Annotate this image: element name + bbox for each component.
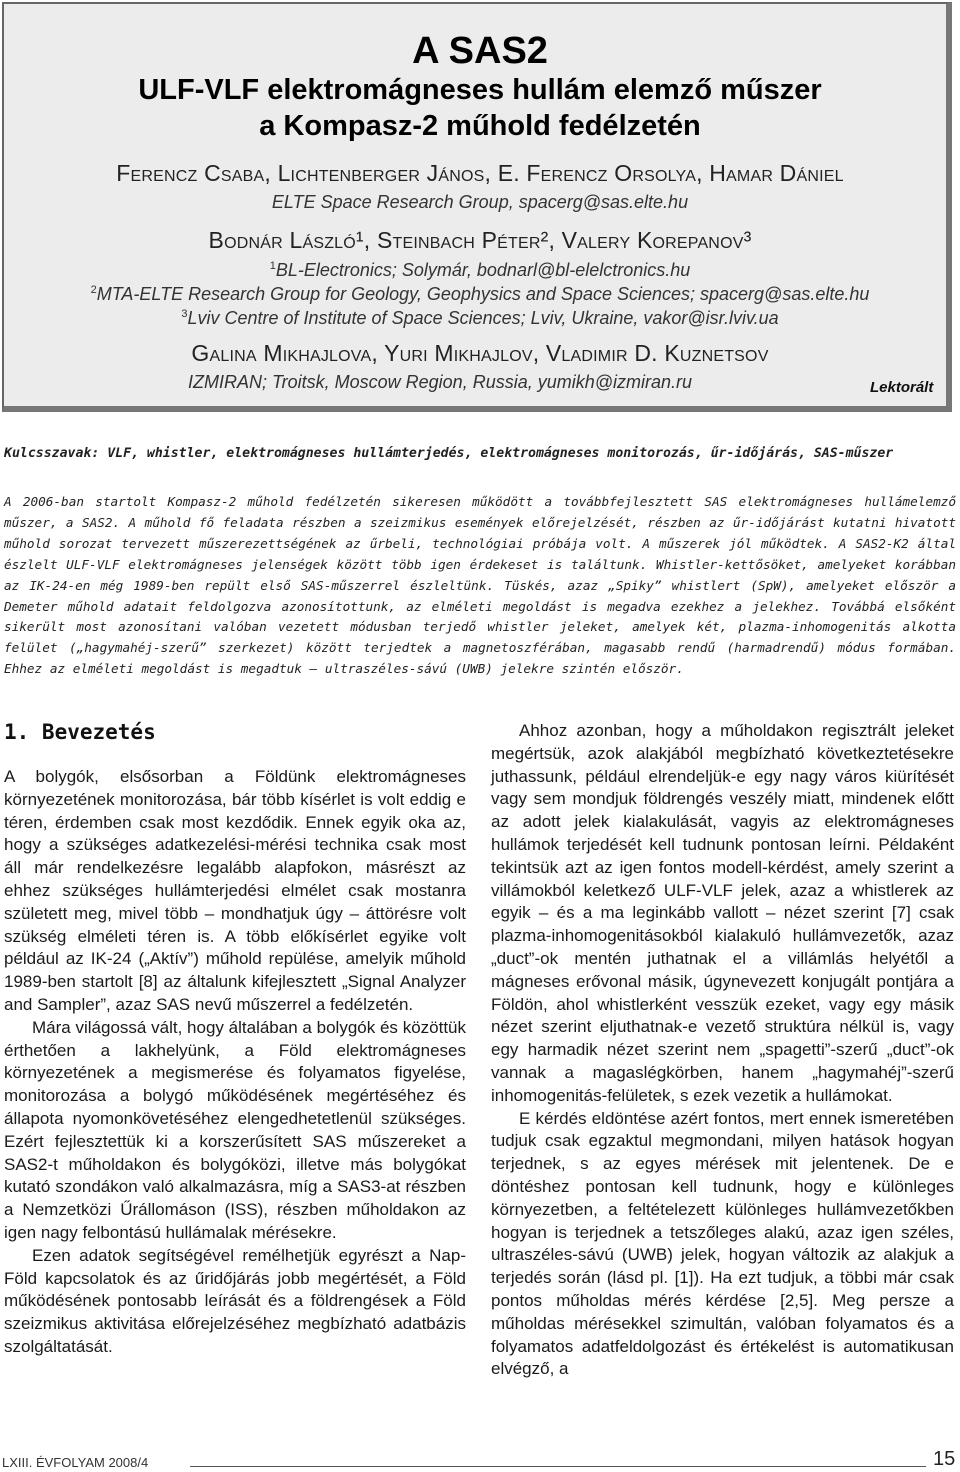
affiliation-text: MTA-ELTE Research Group for Geology, Geophysics and Space Sciences; spacerg@sas.elte.hu (96, 284, 870, 304)
authors-group-3: Galina Mikhajlova, Yuri Mikhajlov, Vladimir D. Kuznetsov (191, 340, 769, 366)
affiliation-text: BL-Electronics; Solymár, bodnarl@bl-elelctronics.hu (275, 260, 691, 280)
paragraph: Mára világossá vált, hogy általában a bolygók és közöttük érthetően a lakhelyünk, a Föld elektromágneses környezetének a megismerése és folyamatos figyelése, monitorozása a bolygó működésének megértéséhez és állapota nyomonkövetéséhez elengedhetetlenül szükséges. Ezért fejlesztettük ki a korszerűsített SAS műszereket a SAS2-t műholdakon és bolygóközi, illetve más bolygókat kutató szondákon való alkalmazásra, míg a SAS3-at részben a Nemzetközi Űrállomáson (ISS), részben műholdakon az igen nagy felbontású hullámalak mérésekre. (4, 1017, 466, 1242)
title-line-1: A SAS2 (412, 30, 548, 72)
affiliation-2-2 (0, 284, 960, 305)
authors-group-1: Ferencz Csaba, Lichtenberger János, E. Ferencz Orsolya, Hamar Dániel (116, 160, 844, 186)
page-number: 15 (933, 1448, 956, 1470)
paragraph: E kérdés eldöntése azért fontos, mert ennek ismeretében tudjuk csak egzaktul megmondani, milyen hatások hogyan terjednek, s az egyes mérések mit jelentenek. De e döntéshez pontosan kell tudnunk, hogy e különleges környezetben, a feltételezett különleges hullámvezetőkben hogyan is terjednek a tetszőleges alakú, azaz igen széles, ultraszéles-sávú (UWB) jelek, hogyan változik az alakjuk a terjedés során (lásd pl. [1]). Ha ezt tudjuk, a többi már csak pontos műholdas mérés kérdése [2,5]. Meg persze a műholdas mérésekkel szimultán, valóban folyamatos és a folyamatos adatfeldolgozást és értékelést is automatikusan elvégző, a (491, 1108, 954, 1379)
affiliation-sup: 2 (90, 284, 97, 296)
right-column (491, 720, 954, 1381)
journal-issue: LXIII. ÉVFOLYAM 2008/4 (2, 1455, 149, 1470)
affiliation-sup: 3 (181, 308, 188, 320)
affiliation-2-3 (0, 308, 960, 329)
keywords: Kulcsszavak: VLF, whistler, elektromágneses hullámterjedés, elektromágneses monitorozás, űr-időjárás, SAS-műszer (4, 446, 894, 461)
section-title: 1. Bevezetés (4, 720, 156, 744)
left-column (4, 766, 466, 1359)
reviewed-label: Lektorált (870, 379, 934, 396)
footer-divider (190, 1466, 926, 1467)
title-line-2: ULF-VLF elektromágneses hullám elemző műszer (138, 74, 822, 106)
title-line-3: a Kompasz-2 műhold fedélzetén (259, 110, 701, 142)
paragraph: A bolygók, elsősorban a Földünk elektromágneses környezetének monitorozása, bár több kísérlet is volt eddig e téren, érdemben csak most kezdődik. Ennek egyik oka az, hogy a szükséges adatkezelési-mérési technika csak most áll már rendelkezésre legalább alapfokon, másrészt az ehhez szükséges hullámterjedési elmélet csak mostanra született meg, mivel több – mondhatjuk úgy – áttörésre volt szükség elméleti téren is. A több előkísérlet egyike volt például az IK-24 („Aktív”) műhold repülése, amelyik műhold 1989-ben startolt [8] az általunk kifejlesztett „Signal Analyzer and Sampler”, azaz SAS nevű műszerrel a fedélzetén. (4, 767, 466, 1014)
affiliation-group-1: ELTE Space Research Group, spacerg@sas.elte.hu (271, 192, 689, 212)
abstract: A 2006-ban startolt Kompasz-2 műhold fedélzetén sikeresen működött a továbbfejlesztett SAS elektromágneses hullámelemző műszer, a SAS2. A műhold fő feladata részben a szeizmikus események előrejelzését, részben az űr-időjárást kutatni hivatott műhold sorozat tervezett műszerezettségének az űrbeli, technológiai próbája volt. A műszerek jól működtek. A SAS2-K2 által észlelt ULF-VLF elektromágneses jelenségek között több igen érdekeset is találtunk. Whistler-kettősöket, amelyeket korábban az IK-24-en még 1989-ben repült első SAS-műszerrel észleltünk. Tüskés, azaz „Spiky” whistlert (SpW), amelyeket először a Demeter műhold adatait feldolgozva azonosítottunk, az elméleti megoldást is megadva ezekhez a jelekhez. Továbbá elsőként sikerült most azonosítani valóban vezetett módusban terjedő whistler jeleket, amelyek két, plazma-inhomogenitás alkotta felület („hagymahéj-szerű” szerkezet) között terjedtek a magnetoszférában, magasabb rendű (harmadrendű) módus formában. Ehhez az elméleti megoldást is megadtuk – ultraszéles-sávú (UWB) jelekre szintén először. (4, 494, 956, 677)
authors-group-2: Bodnár László¹, Steinbach Péter², Valery Korepanov³ (208, 227, 752, 253)
paragraph: Ezen adatok segítségével remélhetjük egyrészt a Nap-Föld kapcsolatok és az űridőjárás jobb megértését, a Föld működésének pontosabb leírását és a földrengések a Föld szeizmikus aktivitása előrejelzéséhez megbízható adatbázis szolgáltatását. (4, 1245, 466, 1356)
affiliation-sup: 1 (269, 260, 276, 272)
affiliation-2-1 (0, 260, 960, 281)
paragraph: Ahhoz azonban, hogy a műholdakon regisztrált jeleket megértsük, azok alakjából megbízható következtetésekre juthassunk, például elrendeljük-e egy nagy város kiürítését vagy sem mondjuk földrengés veszély miatt, mindenek előtt az adott jelek kialakulását, vagyis az elektromágneses hullámok terjedését kell tudnunk pontosan leírni. Példaként tekintsük azt az igen fontos modell-kérdést, amely szerint a villámokból keletkező ULF-VLF jelek, azaz a whistlerek az egyik – és a ma leginkább vallott – nézet szerint [7] csak plazma-inhomogenitásokból kialakuló hullámvezetők, azaz „duct”-ok mentén juthatnak el a villámlás helyétől a mágneses erővonal másik, úgynevezett konjugált pontjára a Földön, ahol whistlerként vesszük ezeket, vagy egy másik nézet szerint eljuthatnak-e vezető struktúra nélkül is, vagy egy harmadik nézet szerint nem „spagetti”-szerű „duct”-ok vannak a magaslégkörben, hanem „hagymahéj”-szerű inhomogenitás-felületek, s ezek vezetik a hullámokat. (491, 721, 954, 1105)
affiliation-text: Lviv Centre of Institute of Space Sciences; Lviv, Ukraine, vakor@isr.lviv.ua (187, 308, 779, 328)
affiliation-group-3: IZMIRAN; Troitsk, Moscow Region, Russia, yumikh@izmiran.ru (187, 372, 693, 392)
